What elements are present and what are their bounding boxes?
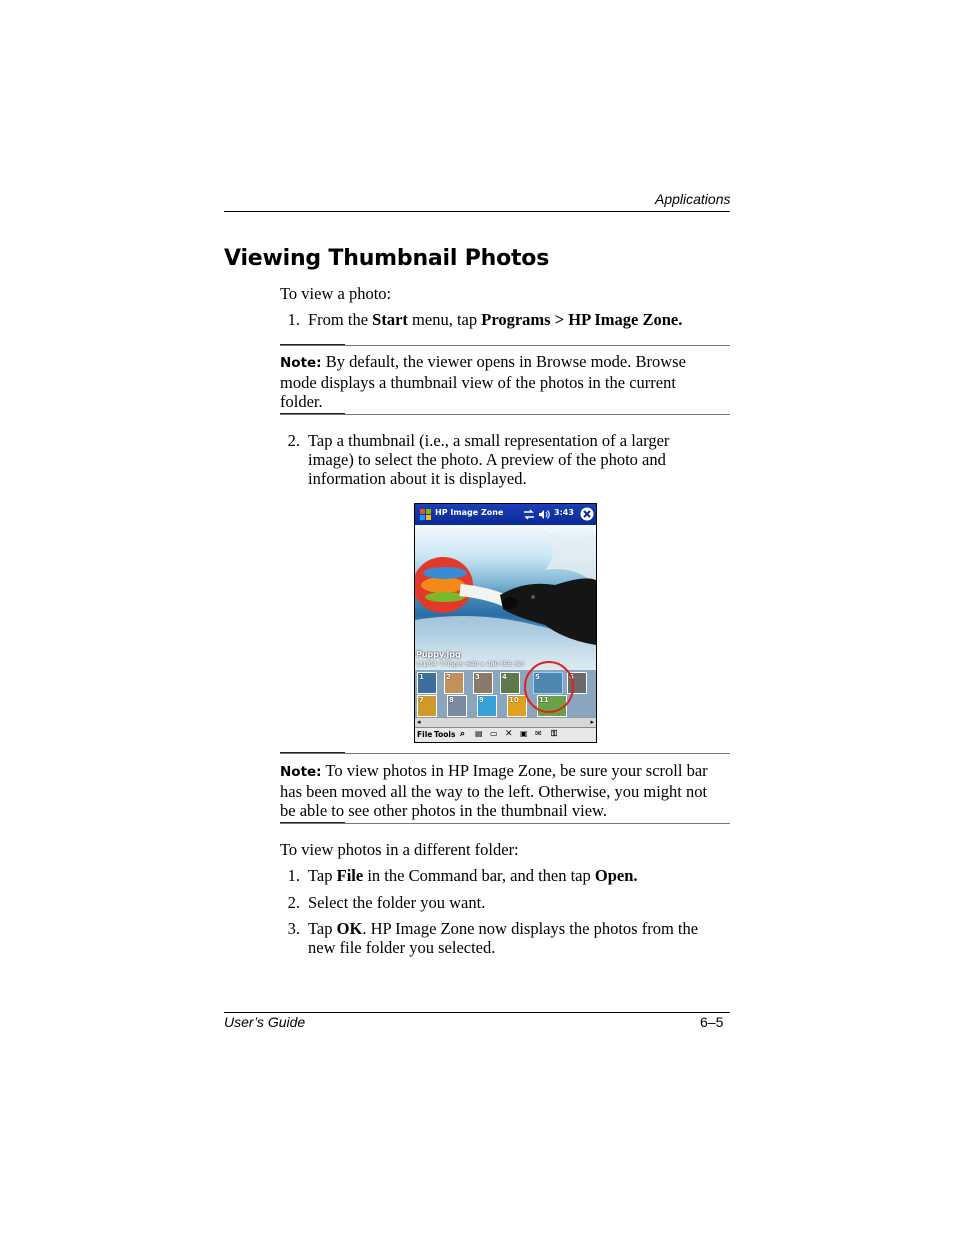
scroll-left-icon[interactable]: ◂ — [417, 718, 421, 726]
photo-preview — [415, 525, 596, 670]
note-text: mode displays a thumbnail view of the photos in the current — [280, 373, 676, 392]
menu-tools[interactable]: Tools — [434, 730, 456, 739]
print-icon[interactable]: ▣ — [520, 729, 528, 738]
device-screenshot — [414, 503, 597, 743]
step-text: Select the folder you want. — [308, 893, 486, 912]
bold-term: File — [336, 866, 364, 885]
text: Tap — [308, 866, 337, 885]
thumbnail[interactable] — [417, 672, 437, 694]
step-number: 2. — [287, 431, 300, 450]
note-label: Note: — [280, 764, 322, 780]
thumbnail[interactable] — [500, 672, 520, 694]
step-text: information about it is displayed. — [308, 469, 527, 488]
connectivity-icon[interactable] — [523, 509, 535, 520]
email-icon[interactable]: ✉ — [535, 729, 542, 738]
volume-icon[interactable] — [538, 509, 551, 520]
title-bar — [415, 504, 596, 525]
note-label: Note: — [280, 355, 322, 371]
thumbnail[interactable] — [447, 695, 467, 717]
step-text: new file folder you selected. — [308, 938, 496, 957]
text: menu, tap — [407, 310, 482, 329]
thumb-number: 5 — [535, 673, 540, 681]
photo-filename: Puppy.jpg — [416, 650, 461, 659]
bold-term: Start — [372, 310, 408, 329]
clock: 3:43 — [554, 508, 574, 517]
thumb-number: 11 — [539, 696, 549, 704]
photo-info: 1/1/04 7:05pm 640 x 480 (55.3k) — [416, 660, 525, 668]
command-bar — [415, 727, 596, 743]
note-top-rule — [280, 753, 730, 754]
windows-start-icon — [419, 508, 432, 521]
step-number: 1. — [287, 866, 300, 885]
scroll-right-icon[interactable]: ▸ — [590, 718, 594, 726]
running-header: Applications — [655, 191, 731, 207]
text: From the — [308, 310, 373, 329]
thumb-number: 2 — [446, 673, 451, 681]
page-number: 6–5 — [700, 1014, 724, 1030]
note-2 — [280, 761, 740, 820]
thumbnail[interactable] — [473, 672, 493, 694]
thumbnail-strip — [415, 670, 596, 718]
zoom-icon[interactable]: ⌕ — [460, 729, 466, 739]
puppy-photo-image — [415, 525, 596, 670]
delete-icon[interactable]: ✕ — [505, 729, 513, 739]
thumb-number: 1 — [419, 673, 424, 681]
text: Tap — [308, 919, 337, 938]
note-text: has been moved all the way to the left. Otherwise, you might not — [280, 782, 708, 801]
bold-term: Open. — [594, 866, 638, 885]
note-bottom-rule — [280, 414, 730, 415]
bold-term: > — [550, 310, 569, 329]
note-top-rule — [280, 345, 730, 346]
note-1 — [280, 352, 730, 411]
section-title: Viewing Thumbnail Photos — [224, 246, 550, 271]
text: . HP Image Zone now displays the photos from the — [362, 919, 699, 938]
thumbnail[interactable] — [444, 672, 464, 694]
intro-text: To view a photo: — [280, 284, 392, 303]
step-number: 2. — [287, 893, 300, 912]
footer-left: User’s Guide — [224, 1014, 306, 1030]
intro-text-2: To view photos in a different folder: — [280, 840, 519, 859]
bold-term: HP Image Zone. — [568, 310, 683, 329]
lock-icon[interactable]: ⚿ — [551, 729, 558, 738]
text: in the Command bar, and then tap — [363, 866, 595, 885]
step-text: image) to select the photo. A preview of the photo and — [308, 450, 666, 469]
thumb-number: 10 — [509, 696, 519, 704]
note-text: By default, the viewer opens in Browse mode. Browse — [321, 352, 686, 371]
folder-icon[interactable]: ▭ — [490, 729, 498, 738]
thumb-number: 7 — [419, 696, 424, 704]
thumb-number: 9 — [479, 696, 484, 704]
thumb-number: 3 — [475, 673, 480, 681]
note-text: be able to see other photos in the thumbnail view. — [280, 801, 608, 820]
step-text: Tap a thumbnail (i.e., a small representation of a larger — [308, 431, 670, 450]
thumbnail[interactable] — [417, 695, 437, 717]
app-title: HP Image Zone — [435, 508, 504, 517]
thumb-number: 4 — [502, 673, 507, 681]
close-icon[interactable] — [580, 507, 594, 521]
note-text: To view photos in HP Image Zone, be sure your scroll bar — [321, 761, 708, 780]
step-number: 3. — [287, 919, 300, 938]
note-text: folder. — [280, 392, 323, 411]
note-bottom-rule — [280, 823, 730, 824]
header-rule — [224, 211, 730, 212]
slideshow-icon[interactable]: ▤ — [475, 729, 483, 738]
thumbnail[interactable] — [477, 695, 497, 717]
bold-term: OK — [336, 919, 363, 938]
footer-rule — [224, 1012, 730, 1013]
thumb-number: 8 — [449, 696, 454, 704]
bold-term: Programs — [481, 310, 551, 329]
thumb-number: 6 — [569, 673, 574, 681]
highlight-circle — [523, 660, 575, 714]
menu-file[interactable]: File — [417, 730, 433, 739]
step-number: 1. — [287, 310, 300, 329]
